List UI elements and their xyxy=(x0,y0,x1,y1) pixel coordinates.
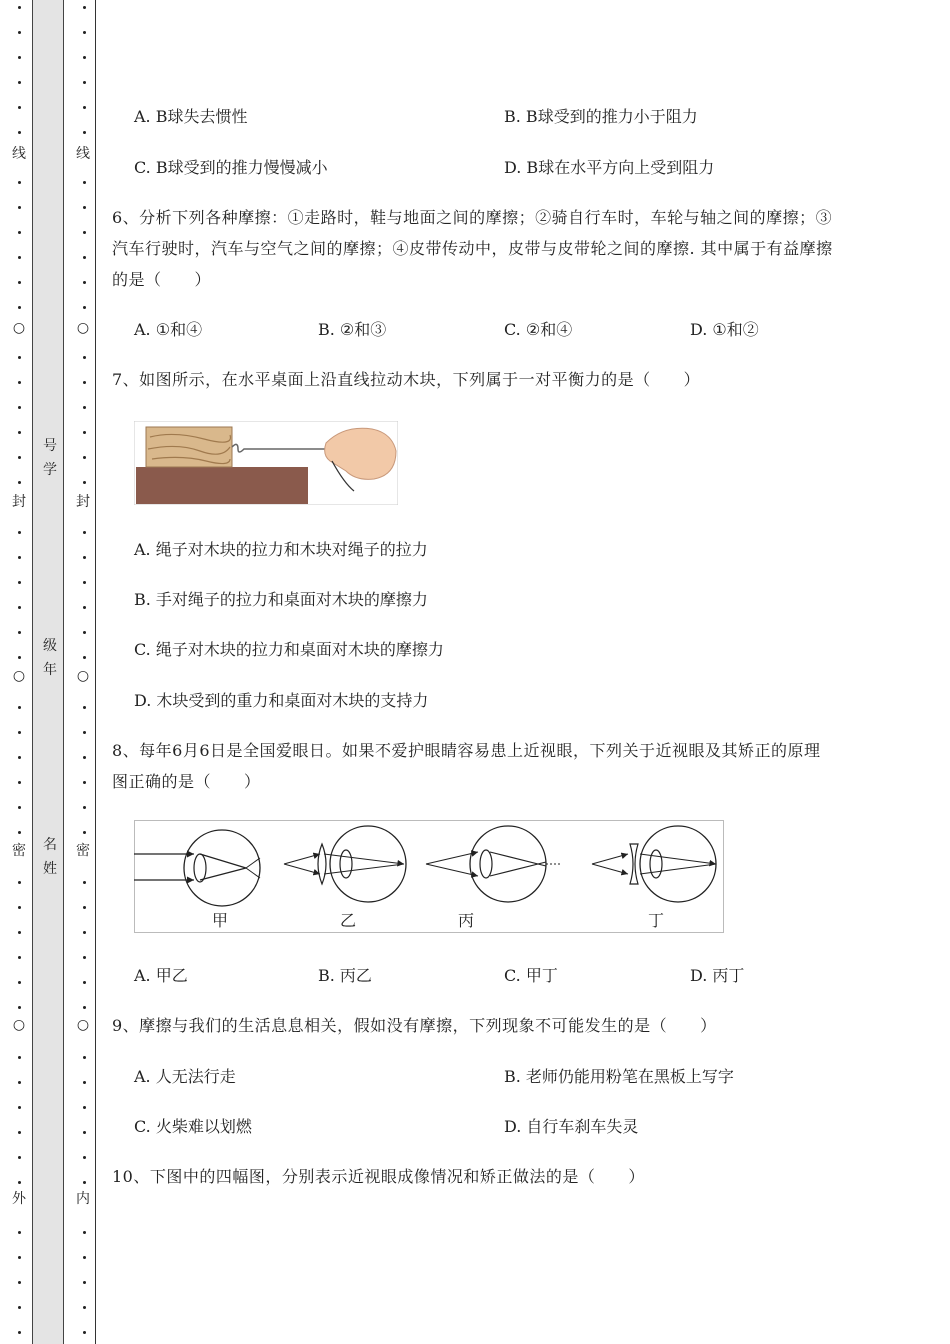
table-surface xyxy=(136,467,308,504)
binding-dot xyxy=(83,581,86,584)
binding-dot xyxy=(83,1006,86,1009)
binding-dot xyxy=(83,1131,86,1134)
binding-dot xyxy=(18,556,21,559)
q10-stem: 10、下图中的四幅图，分别表示近视眼成像情况和矫正做法的是（ ） xyxy=(112,1167,645,1186)
binding-dot xyxy=(83,56,86,59)
binding-dot xyxy=(18,906,21,909)
q5-option-d[interactable]: D. B球在水平方向上受到阻力 xyxy=(504,158,715,177)
binding-dot xyxy=(18,806,21,809)
binding-dot xyxy=(18,1306,21,1309)
name-char-2: 名 xyxy=(43,837,57,853)
inner-mark-seal: 封 xyxy=(76,494,90,510)
q8-option-a[interactable]: A. 甲乙 xyxy=(134,966,188,985)
binding-dot xyxy=(18,1231,21,1234)
binding-dot xyxy=(18,1006,21,1009)
outer-mark-seal: 封 xyxy=(12,494,26,510)
student-id-char-1: 学 xyxy=(43,462,57,478)
binding-dot xyxy=(83,706,86,709)
q9-option-a[interactable]: A. 人无法行走 xyxy=(134,1067,236,1086)
inner-mark-line: 线 xyxy=(76,146,90,162)
binding-dot xyxy=(83,1331,86,1334)
q5-option-c[interactable]: C. B球受到的推力慢慢减小 xyxy=(134,158,328,177)
binding-dot xyxy=(83,881,86,884)
binding-dot xyxy=(18,1131,21,1134)
binding-dot xyxy=(83,981,86,984)
inner-mark-circle-1: ○ xyxy=(76,320,90,336)
binding-dot xyxy=(83,956,86,959)
binding-dot xyxy=(83,81,86,84)
binding-dot xyxy=(18,56,21,59)
binding-dot xyxy=(18,256,21,259)
q6-stem-line-3: 的是（ ） xyxy=(112,270,212,289)
binding-dot xyxy=(18,131,21,134)
binding-dot xyxy=(83,381,86,384)
q9-option-b[interactable]: B. 老师仍能用粉笔在黑板上写字 xyxy=(504,1067,734,1086)
q8-option-b[interactable]: B. 丙乙 xyxy=(318,966,372,985)
binding-dot xyxy=(83,131,86,134)
binding-dot xyxy=(18,656,21,659)
binding-dot xyxy=(18,481,21,484)
q6-stem-line-2: 汽车行驶时，汽车与空气之间的摩擦；④皮带传动中，皮带与皮带轮之间的摩擦. 其中属于有益摩擦 xyxy=(112,239,833,258)
binding-dot xyxy=(18,631,21,634)
binding-dot xyxy=(83,481,86,484)
q8-stem-line-2: 图正确的是（ ） xyxy=(112,772,261,791)
binding-dot xyxy=(83,181,86,184)
binding-dot xyxy=(83,556,86,559)
binding-dot xyxy=(83,281,86,284)
binding-dot xyxy=(83,106,86,109)
q7-option-c[interactable]: C. 绳子对木块的拉力和桌面对木块的摩擦力 xyxy=(134,640,444,659)
inner-mark-circle-3: ○ xyxy=(76,1017,90,1033)
student-id-label xyxy=(42,434,58,482)
q9-option-d[interactable]: D. 自行车刹车失灵 xyxy=(504,1117,639,1136)
outer-mark-circle-1: ○ xyxy=(12,320,26,336)
outer-mark-circle-2: ○ xyxy=(12,668,26,684)
binding-dot xyxy=(83,306,86,309)
q6-option-b[interactable]: B. ②和③ xyxy=(318,320,387,339)
binding-dot xyxy=(83,906,86,909)
binding-dot xyxy=(18,431,21,434)
binding-dot xyxy=(18,781,21,784)
binding-dot xyxy=(83,1256,86,1259)
binding-dot xyxy=(83,1106,86,1109)
binding-dot xyxy=(83,431,86,434)
binding-dot xyxy=(83,1281,86,1284)
outer-mark-secret: 密 xyxy=(12,843,26,859)
q6-stem-line-1: 6、分析下列各种摩擦：①走路时，鞋与地面之间的摩擦；②骑自行车时，车轮与轴之间的摩擦；③ xyxy=(112,208,833,227)
binding-dot xyxy=(83,531,86,534)
binding-dot xyxy=(18,1281,21,1284)
binding-dot xyxy=(18,181,21,184)
name-label xyxy=(42,833,58,881)
binding-dot xyxy=(83,756,86,759)
binding-dot xyxy=(83,1081,86,1084)
binding-dot xyxy=(18,106,21,109)
binding-dot xyxy=(18,531,21,534)
q5-option-a[interactable]: A. B球失去惯性 xyxy=(134,107,248,126)
binding-dot xyxy=(18,356,21,359)
binding-dot xyxy=(18,406,21,409)
binding-dot xyxy=(18,956,21,959)
binding-dot xyxy=(83,1231,86,1234)
binding-dot xyxy=(18,706,21,709)
fig-label-bing: 丙 xyxy=(458,911,475,930)
binding-dot xyxy=(18,1181,21,1184)
binding-dot xyxy=(83,356,86,359)
binding-dot xyxy=(83,781,86,784)
inner-mark-circle-2: ○ xyxy=(76,668,90,684)
binding-dot xyxy=(18,456,21,459)
student-id-char-2: 号 xyxy=(43,438,57,454)
outer-mark-circle-3: ○ xyxy=(12,1017,26,1033)
q8-option-c[interactable]: C. 甲丁 xyxy=(504,966,558,985)
binding-dot xyxy=(83,31,86,34)
binding-margin xyxy=(0,0,100,1344)
binding-dot xyxy=(83,1156,86,1159)
binding-dot xyxy=(18,6,21,9)
binding-dot xyxy=(18,756,21,759)
binding-dot xyxy=(18,231,21,234)
q7-option-a[interactable]: A. 绳子对木块的拉力和木块对绳子的拉力 xyxy=(134,540,428,559)
binding-dot xyxy=(83,1306,86,1309)
binding-dot xyxy=(83,606,86,609)
grade-char-2: 级 xyxy=(43,638,57,654)
binding-dot xyxy=(18,281,21,284)
binding-dot xyxy=(83,231,86,234)
outer-mark-outside: 外 xyxy=(12,1191,26,1207)
binding-dot xyxy=(83,456,86,459)
binding-dot xyxy=(18,981,21,984)
binding-dot xyxy=(18,731,21,734)
q7-option-b[interactable]: B. 手对绳子的拉力和桌面对木块的摩擦力 xyxy=(134,590,428,609)
binding-dot xyxy=(18,1331,21,1334)
binding-dot xyxy=(18,81,21,84)
outer-mark-line: 线 xyxy=(12,146,26,162)
binding-dot xyxy=(83,1181,86,1184)
binding-dot xyxy=(83,731,86,734)
binding-dot xyxy=(83,406,86,409)
grade-label xyxy=(42,634,58,682)
q6-option-a[interactable]: A. ①和④ xyxy=(134,320,203,339)
q8-stem-line-1: 8、每年6月6日是全国爱眼日。如果不爱护眼睛容易患上近视眼，下列关于近视眼及其矫正的原理 xyxy=(112,741,821,760)
inner-mark-secret: 密 xyxy=(76,843,90,859)
q7-stem: 7、如图所示，在水平桌面上沿直线拉动木块，下列属于一对平衡力的是（ ） xyxy=(112,370,701,389)
q9-stem: 9、摩擦与我们的生活息息相关，假如没有摩擦，下列现象不可能发生的是（ ） xyxy=(112,1016,717,1035)
q6-option-c[interactable]: C. ②和④ xyxy=(504,320,573,339)
fig-label-yi: 乙 xyxy=(340,911,357,930)
binding-dot xyxy=(18,1056,21,1059)
binding-dot xyxy=(83,1056,86,1059)
grade-char-1: 年 xyxy=(43,662,57,678)
name-char-1: 姓 xyxy=(43,861,57,877)
binding-dot xyxy=(83,831,86,834)
binding-dot xyxy=(18,1106,21,1109)
binding-dot xyxy=(18,606,21,609)
q9-option-c[interactable]: C. 火柴难以划燃 xyxy=(134,1117,252,1136)
binding-dot xyxy=(18,1081,21,1084)
binding-dot xyxy=(18,306,21,309)
q5-option-b[interactable]: B. B球受到的推力小于阻力 xyxy=(504,107,698,126)
binding-dot xyxy=(18,1156,21,1159)
binding-dot xyxy=(18,931,21,934)
fig-label-jia: 甲 xyxy=(212,911,229,930)
binding-dot xyxy=(83,6,86,9)
q6-option-d[interactable]: D. ①和② xyxy=(690,320,759,339)
binding-dot xyxy=(83,806,86,809)
binding-dot xyxy=(83,256,86,259)
binding-dot xyxy=(18,581,21,584)
binding-dot xyxy=(18,881,21,884)
binding-dot xyxy=(18,1256,21,1259)
binding-dot xyxy=(18,831,21,834)
fig-label-ding: 丁 xyxy=(648,911,665,930)
binding-dot xyxy=(83,656,86,659)
inner-mark-inside: 内 xyxy=(76,1191,90,1207)
binding-dot xyxy=(18,31,21,34)
q8-option-d[interactable]: D. 丙丁 xyxy=(690,966,745,985)
binding-dot xyxy=(83,931,86,934)
binding-dot xyxy=(83,631,86,634)
q8-eye-diagrams xyxy=(134,820,726,934)
margin-divider-line xyxy=(95,0,96,1344)
binding-dot xyxy=(83,206,86,209)
binding-dot xyxy=(18,381,21,384)
q7-option-d[interactable]: D. 木块受到的重力和桌面对木块的支持力 xyxy=(134,691,429,710)
q7-block-pulling-figure xyxy=(134,421,398,505)
binding-dot xyxy=(18,206,21,209)
